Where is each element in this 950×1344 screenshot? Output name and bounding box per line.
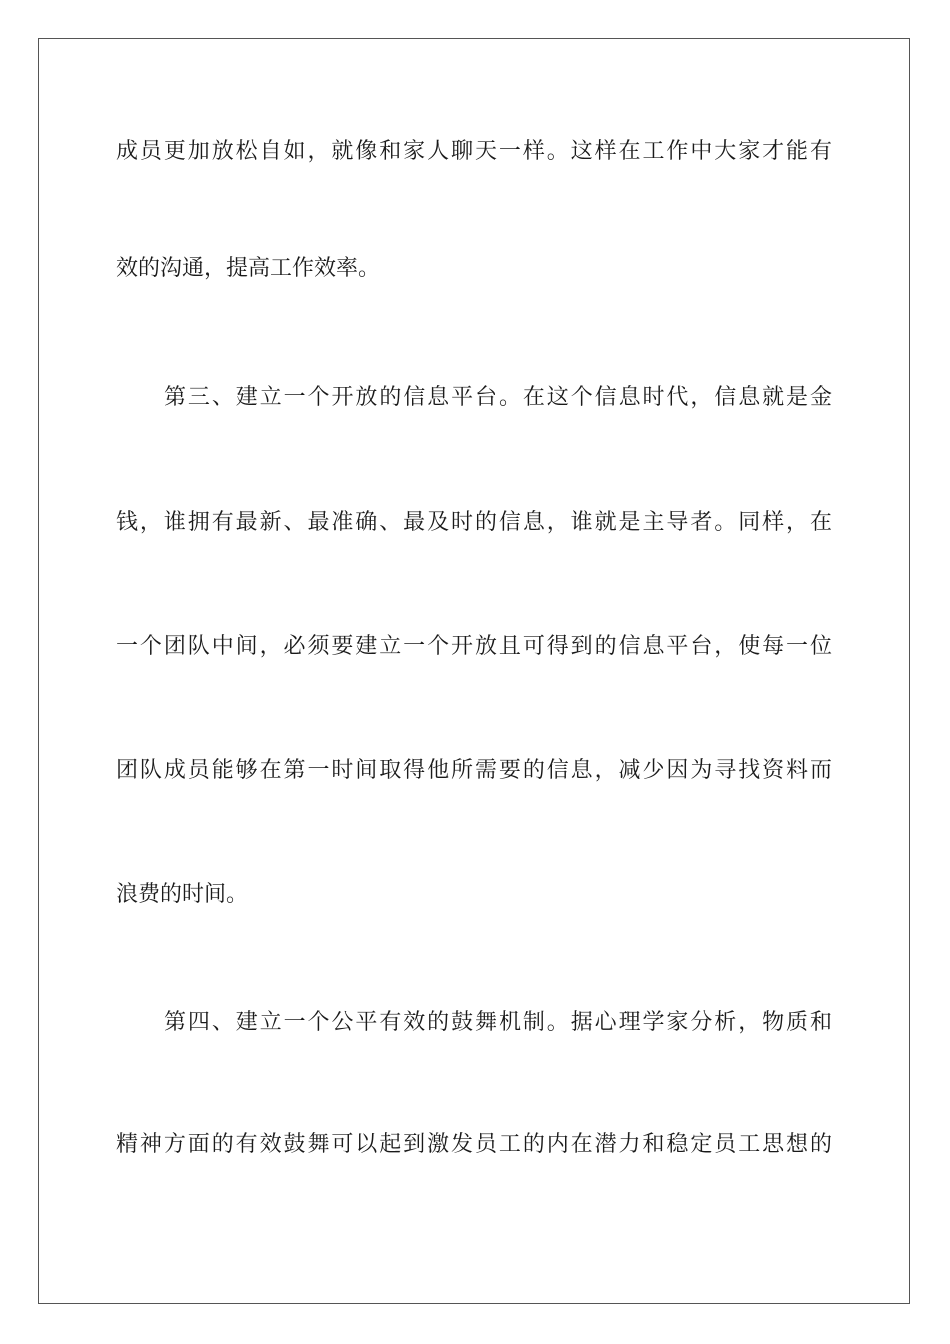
body-line-1: 成员更加放松自如，就像和家人聊天一样。这样在工作中大家才能有 — [116, 139, 832, 164]
body-line-8: 第四、建立一个公平有效的鼓舞机制。据心理学家分析，物质和 — [164, 1010, 832, 1035]
page-border — [38, 38, 910, 1304]
body-line-9: 精神方面的有效鼓舞可以起到激发员工的内在潜力和稳定员工思想的 — [116, 1132, 832, 1157]
body-line-6: 团队成员能够在第一时间取得他所需要的信息，减少因为寻找资料而 — [116, 758, 832, 783]
body-line-7: 浪费的时间。 — [116, 882, 249, 907]
body-line-2: 效的沟通，提高工作效率。 — [116, 256, 381, 281]
body-line-4: 钱，谁拥有最新、最准确、最及时的信息，谁就是主导者。同样，在 — [116, 510, 832, 535]
body-line-5: 一个团队中间，必须要建立一个开放且可得到的信息平台，使每一位 — [116, 634, 832, 659]
body-line-3: 第三、建立一个开放的信息平台。在这个信息时代，信息就是金 — [164, 385, 832, 410]
